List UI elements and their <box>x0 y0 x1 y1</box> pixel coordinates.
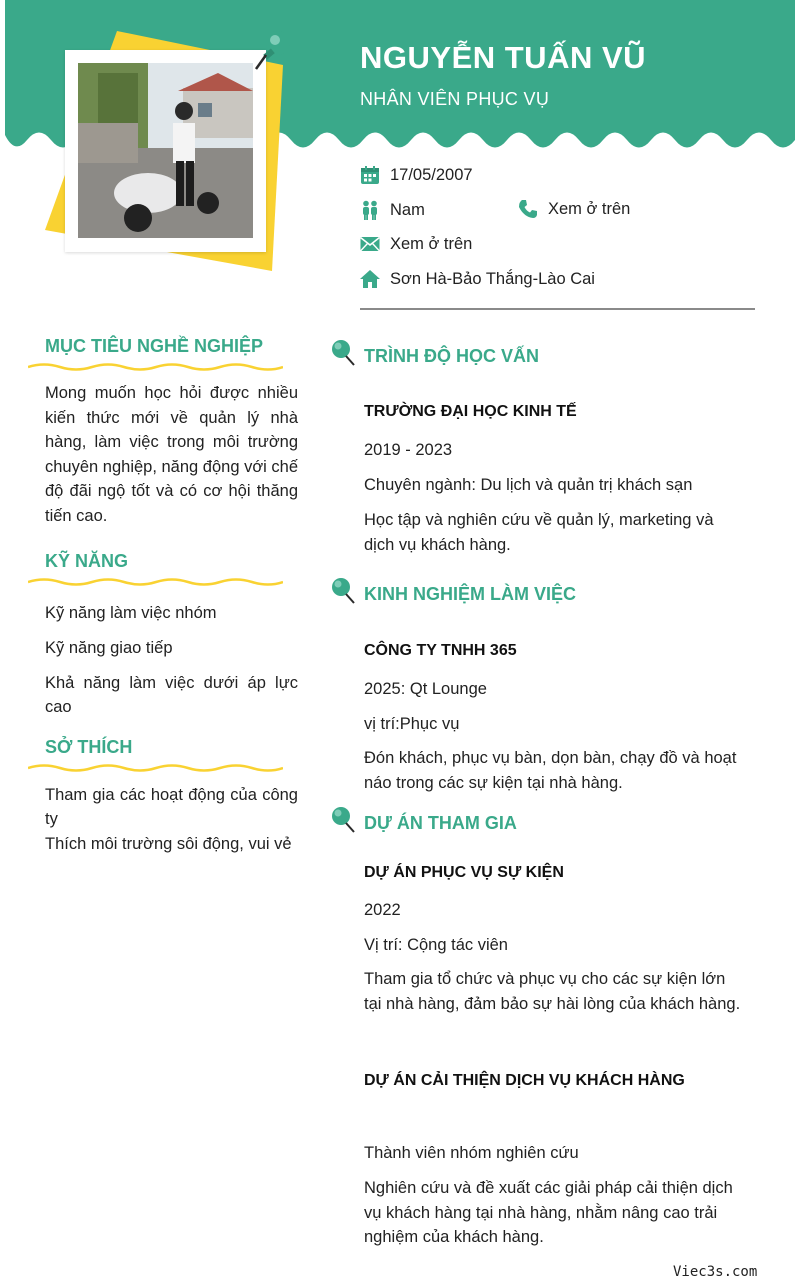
phone-icon <box>518 199 538 219</box>
skill-item: Kỹ năng làm việc nhóm <box>45 604 217 622</box>
project-period: 2022 <box>364 901 401 919</box>
gender-row <box>360 200 425 220</box>
wave-divider <box>28 577 283 587</box>
objective-title: MỤC TIÊU NGHỀ NGHIỆP <box>45 336 264 356</box>
project-name: DỰ ÁN PHỤC VỤ SỰ KIỆN <box>364 864 564 881</box>
phone-row <box>518 199 630 219</box>
project-role: Thành viên nhóm nghiên cứu <box>364 1144 579 1162</box>
hobbies-title: SỞ THÍCH <box>45 737 133 757</box>
projects-title: DỰ ÁN THAM GIA <box>364 813 517 833</box>
education-title: TRÌNH ĐỘ HỌC VẤN <box>364 346 539 366</box>
avatar <box>78 63 253 238</box>
objective-text: Mong muốn học hỏi được nhiều kiến thức mới về quản lý nhà hàng, làm việc trong môi trường chuyên nghiệp, năng động với chế độ đãi ngộ tốt và có cơ hội thăng tiến cao. <box>45 384 299 525</box>
gender-value: Nam <box>390 200 425 219</box>
header-divider <box>360 308 755 310</box>
skill-item: Khả năng làm việc dưới áp lực cao <box>45 674 298 716</box>
education-description: Học tập và nghiên cứu về quản lý, marketing và dịch vụ khách hàng. <box>364 511 714 554</box>
photo-frame <box>65 50 266 252</box>
education-period: 2019 - 2023 <box>364 441 453 459</box>
education-major: Chuyên ngành: Du lịch và quản trị khách sạn <box>364 476 693 494</box>
hobby-item: Tham gia các hoạt động của công ty <box>45 786 298 828</box>
skills-title: KỸ NĂNG <box>45 551 129 571</box>
job-title: NHÂN VIÊN PHỤC VỤ <box>360 89 550 109</box>
education-school: TRƯỜNG ĐẠI HỌC KINH TẾ <box>364 403 577 420</box>
watermark: Viec3s.com <box>673 1264 758 1280</box>
candidate-name: NGUYỄN TUẤN VŨ <box>360 40 647 75</box>
project-description: Tham gia tổ chức và phục vụ cho các sự kiện lớn tại nhà hàng, đảm bảo sự hài lòng của khách hàng. <box>364 970 741 1013</box>
experience-period: 2025: Qt Lounge <box>364 680 487 698</box>
pushpin-icon <box>328 575 356 605</box>
email-row <box>360 234 472 254</box>
calendar-icon <box>360 165 380 185</box>
experience-position: vị trí:Phục vụ <box>364 715 460 733</box>
pushpin-icon <box>328 337 356 367</box>
profile-photo-block <box>40 25 300 275</box>
envelope-icon <box>360 234 380 254</box>
experience-company: CÔNG TY TNHH 365 <box>364 642 517 659</box>
pushpin-icon <box>328 804 356 834</box>
pushpin-icon <box>250 25 298 73</box>
project-role: Vị trí: Cộng tác viên <box>364 936 508 954</box>
project-description: Nghiên cứu và đề xuất các giải pháp cải thiện dịch vụ khách hàng tại nhà hàng, nhằm nâng cao trải nghiệm của khách hàng. <box>364 1179 733 1246</box>
address-value: Sơn Hà-Bảo Thắng-Lào Cai <box>390 269 595 288</box>
birthday-value: 17/05/2007 <box>390 165 473 184</box>
skill-item: Kỹ năng giao tiếp <box>45 639 173 657</box>
phone-value: Xem ở trên <box>548 199 631 218</box>
address-row <box>360 269 595 289</box>
hobby-item: Thích môi trường sôi động, vui vẻ <box>45 835 292 853</box>
home-icon <box>360 269 380 289</box>
wave-divider <box>28 763 283 773</box>
project-name: DỰ ÁN CẢI THIỆN DỊCH VỤ KHÁCH HÀNG <box>364 1072 685 1089</box>
experience-description: Đón khách, phục vụ bàn, dọn bàn, chạy đồ và hoạt náo trong các sự kiện tại nhà hàng. <box>364 749 737 792</box>
birthday-row <box>360 165 473 185</box>
people-icon <box>360 200 380 220</box>
email-value: Xem ở trên <box>390 234 473 253</box>
experience-title: KINH NGHIỆM LÀM VIỆC <box>364 584 577 604</box>
wave-divider <box>28 362 283 372</box>
